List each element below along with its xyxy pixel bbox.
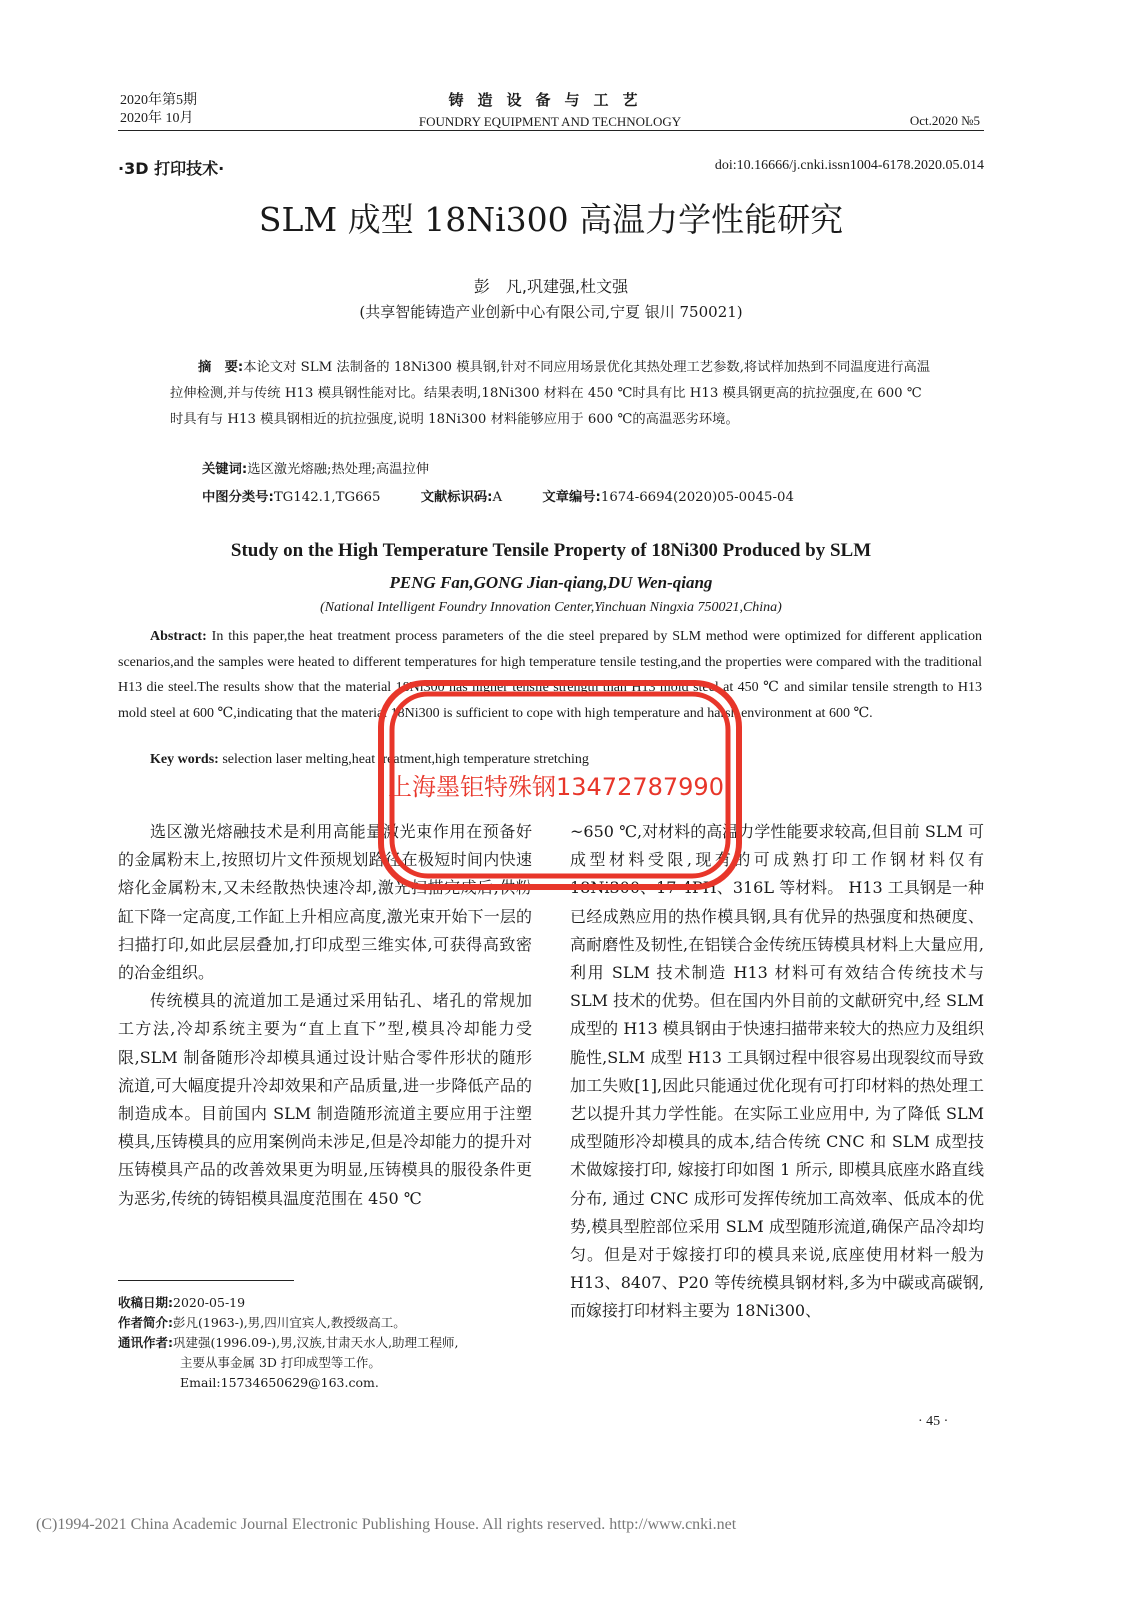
authors-en: PENG Fan,GONG Jian-qiang,DU Wen-qiang <box>389 573 713 592</box>
header-divider <box>118 130 984 131</box>
corresponding-value-cont: 主要从事金属 3D 打印成型等工作。 <box>180 1355 381 1370</box>
keywords-cn-label: 关键词: <box>202 462 248 477</box>
body-column-right <box>570 818 984 1326</box>
classification-row <box>202 486 922 505</box>
received-value: 2020-05-19 <box>173 1295 246 1310</box>
keywords-cn <box>170 457 964 483</box>
corresponding-email[interactable]: Email:15734650629@163.com. <box>180 1375 379 1390</box>
keywords-cn-text: 选区激光熔融;热处理;高温拉伸 <box>247 462 430 477</box>
received-label: 收稿日期: <box>118 1295 173 1310</box>
journal-name-en: FOUNDRY EQUIPMENT AND TECHNOLOGY <box>418 114 682 129</box>
stamp-text: 上海墨钜特殊钢13472787990 <box>388 773 724 801</box>
section-tag: ·3D 打印技术· <box>118 159 225 178</box>
corresponding-label: 通讯作者: <box>118 1335 173 1350</box>
issue-info-en: Oct.2020 №5 <box>909 113 980 128</box>
paper-title-en: Study on the High Temperature Tensile Property of 18Ni300 Produced by SLM <box>230 540 872 561</box>
body-paragraph: ~650 ℃,对材料的高温力学性能要求较高,但目前 SLM 可成型材料受限,现有的可成熟打印工作钢材料仅有 18Ni300、17-4PH、316L 等材料。 H13 工具钢是一种已经成熟应用的热作模具钢,具有优异的热强度和热硬度、高耐磨性及韧性,在铝镁合金传统压铸模具材料上大量应用, 利用 SLM 技术制造 H13 材料可有效结合传统技术与 SLM 技术的优势。但在国内外目前的文献研究中,经 SLM 成型的 H13 模具钢由于快速扫描带来较大的热应力及组织脆性,SLM 成型 H13 工具钢过程中很容易出现裂纹而导致加工失败[1],因此只能通过优化现有可打印材料的热处理工艺以提升其力学性能。在实际工业应用中, 为了降低 SLM 成型随形冷却模具的成本,结合传统 CNC 和 SLM 成型技术做嫁接打印, 嫁接打印如图 1 所示, 即模具底座水路直线分布, 通过 CNC 成形可发挥传统加工高效率、低成本的优势,模具型腔部位采用 SLM 成型随形流道,确保产品冷却均匀。但是对于嫁接打印的模具来说,底座使用材料一般为 H13、8407、P20 等传统模具钢材料,多为中碳或高碳钢,而嫁接打印材料主要为 18Ni300、 <box>570 822 984 1321</box>
abstract-en-label: Abstract: <box>150 629 207 644</box>
corresponding-value: 巩建强(1996.09-),男,汉族,甘肃天水人,助理工程师, <box>173 1335 459 1350</box>
doc-code-value: A <box>492 490 503 505</box>
abstract-cn <box>170 355 932 433</box>
body-paragraph: 选区激光熔融技术是利用高能量激光束作用在预备好的金属粉末上,按照切片文件预规划路径在极短时间内快速熔化金属粉末,又未经散热快速冷却,激光扫描完成后,供粉缸下降一定高度,工作缸上升相应高度,激光束开始下一层的扫描打印,如此层层叠加,打印成型三维实体,可获得高致密的冶金组织。 <box>118 822 532 983</box>
affiliation-cn: (共享智能铸造产业创新中心有限公司,宁夏 银川 750021) <box>359 303 743 321</box>
article-no-value: 1674-6694(2020)05-0045-04 <box>600 490 794 505</box>
keywords-en-label: Key words: <box>150 752 219 767</box>
page-number: · 45 · <box>918 1414 949 1429</box>
body-paragraph: 传统模具的流道加工是通过采用钻孔、堵孔的常规加工方法,冷却系统主要为“直上直下”型,模具冷却能力受限,SLM 制备随形冷却模具通过设计贴合零件形状的随形流道,可大幅度提升冷却效果和产品质量,进一步降低产品的制造成本。目前国内 SLM 制造随形流道主要应用于注塑模具,压铸模具的应用案例尚未涉足,但是冷却能力的提升对压铸模具产品的改善效果更为明显,压铸模具的服役条件更为恶劣,传统的铸铝模具温度范围在 450 ℃ <box>118 991 532 1208</box>
abstract-en-text: In this paper,the heat treatment process parameters of the die steel prepared by SLM method were optimized for different application scenarios,and the samples were heated to different temperatures for high temperature tensile testing,and the properties were compared with the traditional H13 die steel.The results show that the material 18Ni300 has higher tensile strength than H13 mold steel at 450 ℃ and similar tensile strength to H13 mold steel at 600 ℃,indicating that the material 18Ni300 is sufficient to cope with high temperature and harsh environment at 600 ℃. <box>118 629 982 721</box>
author-bio-label: 作者简介: <box>118 1315 173 1330</box>
journal-name <box>370 89 730 130</box>
clc-label: 中图分类号: <box>202 490 274 505</box>
author-bio-value: 彭凡(1963-),男,四川宜宾人,教授级高工。 <box>173 1315 406 1330</box>
footnotes <box>118 1293 538 1393</box>
issue-date-cn: 2020年 10月 <box>120 111 194 126</box>
keywords-en-text: selection laser melting,heat treatment,high temperature stretching <box>218 752 589 767</box>
copyright-notice: (C)1994-2021 China Academic Journal Electronic Publishing House. All rights reserved. http://www.cnki.net <box>36 1516 737 1533</box>
journal-name-cn: 铸造设备与工艺 <box>448 91 652 109</box>
authors-cn: 彭 凡,巩建强,杜文强 <box>473 277 629 296</box>
clc-value: TG142.1,TG665 <box>273 490 381 505</box>
issue-number-cn: 2020年第5期 <box>120 93 197 108</box>
abstract-cn-text: 本论文对 SLM 法制备的 18Ni300 模具钢,针对不同应用场景优化其热处理工艺参数,将试样加热到不同温度进行高温拉伸检测,并与传统 H13 模具钢性能对比。结果表明,18Ni300 材料在 450 ℃时具有比 H13 模具钢更高的抗拉强度,在 600 ℃时具有与 H13 模具钢相近的抗拉强度,说明 18Ni300 材料能够应用于 600 ℃的高温恶劣环境。 <box>170 360 931 427</box>
footnote-divider <box>118 1280 294 1281</box>
doc-code-label: 文献标识码: <box>420 490 493 505</box>
affiliation-en: (National Intelligent Foundry Innovation Center,Yinchuan Ningxia 750021,China) <box>320 600 782 615</box>
doi[interactable]: doi:10.16666/j.cnki.issn1004-6178.2020.05.014 <box>714 158 984 173</box>
issue-info <box>120 92 197 128</box>
article-no-label: 文章编号: <box>542 490 601 505</box>
paper-title-cn: SLM 成型 18Ni300 高温力学性能研究 <box>258 200 844 239</box>
abstract-cn-label: 摘 要: <box>198 360 244 375</box>
